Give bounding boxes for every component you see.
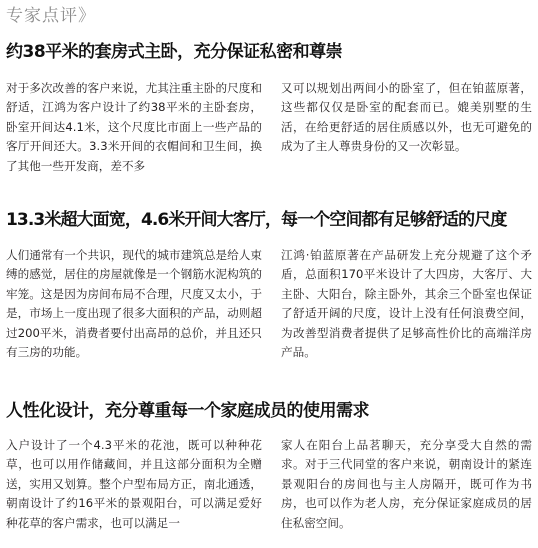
section-1-heading: 约38平米的套房式主卧，充分保证私密和尊崇 — [6, 42, 343, 62]
section-2-left-column — [6, 246, 262, 364]
section-1-right-column — [281, 79, 532, 197]
section-3-heading: 人性化设计，充分尊重每一个家庭成员的使用需求 — [6, 401, 369, 421]
section-3-left-text: 入户设计了一个4.3平米的花池，既可以种种花草，也可以用作储藏间，并且这部分面积为全赠送，实用又划算。整个户型布局方正，南北通透，朝南设计了约16平米的景观阳台，可以满足爱好种花草的客户需求，也可以满足一 — [6, 438, 262, 530]
section-3-right-text: 家人在阳台上品茗聊天，充分享受大自然的需求。对于三代同堂的客户来说，朝南设计的紧连景观阳台的房间也与主人房隔开，既可作为书房，也可以作为老人房，充分保证家庭成员的居住私密空间。 — [281, 438, 532, 530]
expert-review-label: 专家点评》 — [6, 6, 96, 26]
section-2-left-text: 人们通常有一个共识，现代的城市建筑总是给人束缚的感觉，居住的房屋就像是一个钢筋水泥构筑的牢笼。这是因为房间布局不合理，尺度又太小，于是，市场上一度出现了很多大面积的产品，动则超过200平米，消费者要付出高昂的总价，并且还只有三房的功能。 — [6, 248, 262, 360]
section-3-right-column — [281, 436, 532, 548]
section-2-right-column — [281, 246, 532, 364]
section-1-right-text: 又可以规划出两间小的卧室了，但在铂蓝原著，这些都仅仅是卧室的配套而已。媲美别墅的生活，在给更舒适的居住质感以外，也无可避免的成为了主人尊贵身份的又一次彰显。 — [281, 81, 532, 154]
section-3-left-column — [6, 436, 262, 548]
section-1-left-text: 对于多次改善的客户来说，尤其注重主卧的尺度和舒适，江鸿为客户设计了约38平米的主卧套房，卧室开间达4.1米，这个尺度比市面上一些产品的客厅开间还大。3.3米开间的衣帽间和卫生间，换了其他一些开发商，差不多 — [6, 81, 262, 173]
section-2-right-text: 江鸿·铂蓝原著在产品研发上充分规避了这个矛盾，总面积170平米设计了大四房，大客厅、大主卧、大阳台，除主卧外，其余三个卧室也保证了舒适开阔的尺度，设计上没有任何浪费空间，为改善型消费者提供了足够高性价比的高端洋房产品。 — [281, 248, 532, 360]
section-1-left-column — [6, 79, 262, 197]
section-2-heading: 13.3米超大面宽，4.6米开间大客厅，每一个空间都有足够舒适的尺度 — [6, 210, 507, 230]
